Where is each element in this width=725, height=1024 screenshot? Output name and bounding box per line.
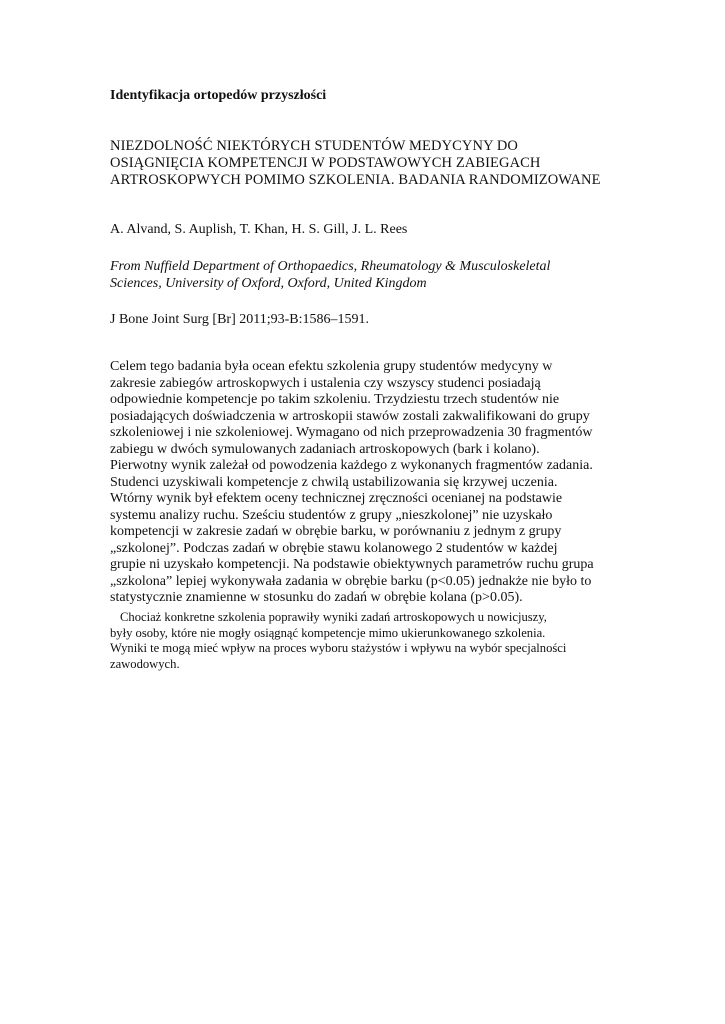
article-title — [110, 138, 630, 189]
abstract-line: Celem tego badania była ocean efektu szkolenia grupy studentów medycyny w — [110, 359, 553, 374]
title-line: OSIĄGNIĘCIA KOMPETENCJI W PODSTAWOWYCH ZABIEGACH — [110, 155, 541, 171]
title-line: ARTROSKOPWYCH POMIMO SZKOLENIA. BADANIA RANDOMIZOWANE — [110, 172, 601, 188]
summary-line: były osoby, które nie mogły osiągnąć kompetencje mimo ukierunkowanego szkolenia. — [110, 625, 546, 640]
abstract-line: statystycznie znamienne w stosunku do zadań w obrębie kolana (p>0.05). — [110, 590, 523, 605]
title-line: NIEZDOLNOŚĆ NIEKTÓRYCH STUDENTÓW MEDYCYNY DO — [110, 138, 518, 154]
affiliation — [110, 258, 630, 292]
abstract-line: kompetencji w zakresie zadań w obrębie barku, w porównaniu z jednym z grupy — [110, 524, 562, 539]
summary-paragraph — [110, 610, 630, 673]
abstract-line: systemu analizy ruchu. Sześciu studentów z grupy „nieszkolonej” nie uzyskało — [110, 507, 553, 523]
abstract-line: grupie ni uzyskało kompetencji. Na podstawie obiektywnych parametrów ruchu grupa — [110, 557, 594, 572]
affiliation-line: From Nuffield Department of Orthopaedics, Rheumatology & Musculoskeletal — [110, 259, 551, 274]
section-heading: Identyfikacja ortopedów przyszłości — [110, 88, 327, 103]
abstract-line: posiadających doświadczenia w artroskopii stawów zostali zakwalifikowani do grupy — [110, 408, 590, 424]
abstract-line: „szkolonej”. Podczas zadań w obrębie stawu kolanowego 2 studentów w każdej — [110, 540, 558, 556]
abstract-line: szkoleniowej i nie szkoleniowej. Wymagano od nich przeprowadzenia 30 fragmentów — [110, 425, 593, 440]
abstract-line: zabiegu w dwóch symulowanych zadaniach artroskopowych (bark i kolano). — [110, 441, 540, 457]
affiliation-line: Sciences, University of Oxford, Oxford, United Kingdom — [110, 276, 427, 291]
summary-line: zawodowych. — [110, 657, 180, 672]
authors: A. Alvand, S. Auplish, T. Khan, H. S. Gill, J. L. Rees — [110, 222, 408, 237]
abstract-line: Wtórny wynik był efektem oceny technicznej zręczności ocenianej na podstawie — [110, 491, 563, 506]
summary-line: Wyniki te mogą mieć wpływ na proces wyboru stażystów i wpływu na wybór specjalności — [110, 641, 567, 656]
abstract-line: zakresie zabiegów artroskopwych i ustalenia czy wszyscy studenci posiadają — [110, 375, 541, 391]
citation: J Bone Joint Surg [Br] 2011;93-B:1586–1591. — [110, 312, 370, 327]
abstract-line: „szkolona” lepiej wykonywała zadania w obrębie barku (p<0.05) jednakże nie było to — [110, 573, 592, 589]
abstract-line: Pierwotny wynik zależał od powodzenia każdego z wykonanych fragmentów zadania. — [110, 458, 593, 473]
abstract-line: Studenci uzyskiwali kompetencje z chwilą ustabilizowania się krzywej uczenia. — [110, 474, 558, 490]
summary-line: Chociaż konkretne szkolenia poprawiły wyniki zadań artroskopowych u nowicjuszy, — [120, 610, 547, 624]
abstract-line: odpowiednie kompetencje po takim szkoleniu. Trzydziestu trzech studentów nie — [110, 392, 560, 407]
abstract-paragraph — [110, 359, 630, 607]
